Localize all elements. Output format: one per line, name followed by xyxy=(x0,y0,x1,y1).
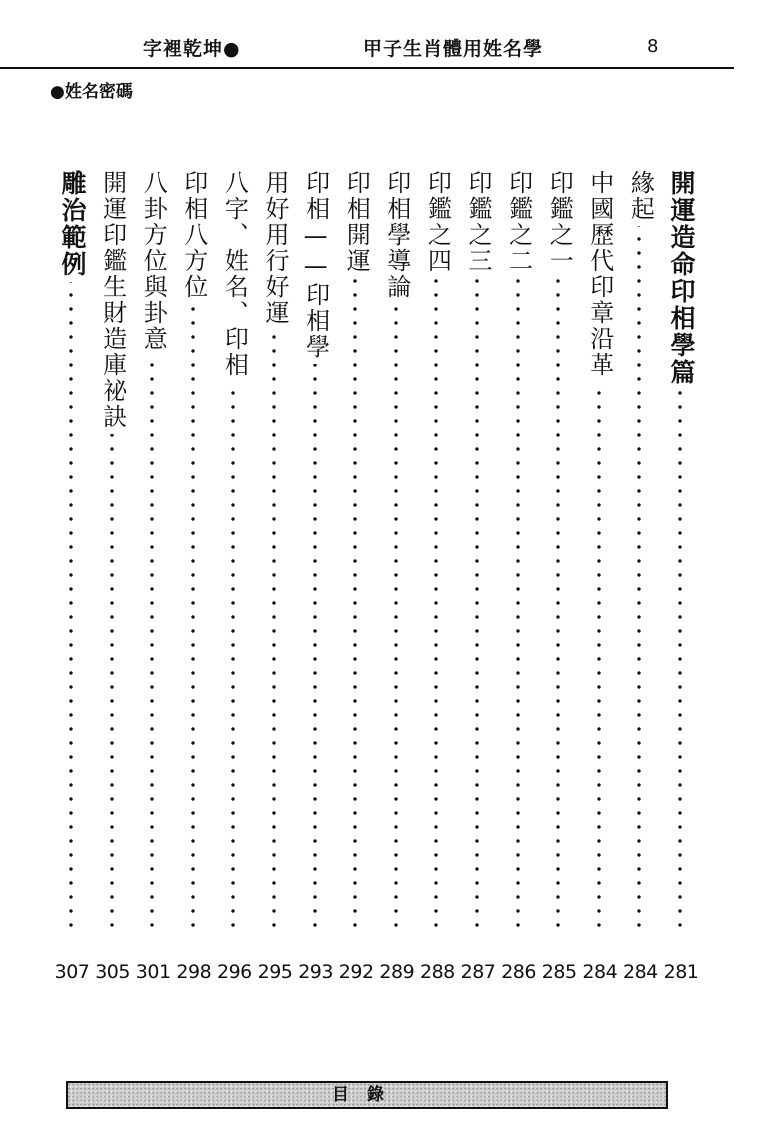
toc-entry xyxy=(93,170,133,990)
toc-entry-title: 雕治範例 xyxy=(58,170,87,278)
toc-entry xyxy=(417,170,457,990)
toc-entry-title: 印相開運 xyxy=(342,170,371,274)
toc-entry-title: 八字、姓名、印相 xyxy=(220,170,249,378)
toc-entry-page: 286 xyxy=(501,961,536,983)
toc-leader-dots xyxy=(272,330,276,932)
footer-banner xyxy=(66,1081,668,1109)
toc-entry-title: 緣起 xyxy=(626,170,655,222)
toc-entry-page: 284 xyxy=(623,961,658,983)
toc-entry xyxy=(458,170,498,990)
toc-entry-page: 281 xyxy=(663,961,699,983)
toc-entry-title: 開運印鑑生財造庫祕訣 xyxy=(98,170,127,430)
toc-entry xyxy=(499,170,539,990)
toc-leader-dots xyxy=(597,382,601,932)
toc-entry xyxy=(296,170,336,990)
toc-entry xyxy=(52,170,92,990)
toc-entry-page: 289 xyxy=(379,961,415,983)
toc-entry-page: 295 xyxy=(257,961,293,983)
toc-leader-dots xyxy=(313,364,317,932)
header-rule xyxy=(0,67,734,69)
toc-entry-title: 印相——印相學 xyxy=(301,170,330,360)
toc-entry xyxy=(580,170,620,990)
toc-entry xyxy=(336,170,376,990)
toc-entry-page: 287 xyxy=(460,961,496,983)
header-page-number: 8 xyxy=(647,36,659,57)
toc-entry xyxy=(620,170,660,990)
toc-leader-dots xyxy=(678,390,682,932)
toc-entry-title: 印相八方位 xyxy=(179,170,208,300)
toc-entry-page: 284 xyxy=(582,961,618,983)
toc-entry-title: 用好用行好運 xyxy=(261,170,289,326)
toc-leader-dots xyxy=(231,382,235,932)
toc-leader-dots xyxy=(637,226,641,932)
toc-entry-page: 305 xyxy=(95,961,130,983)
toc-entry xyxy=(377,170,417,990)
toc-entry xyxy=(539,170,579,990)
toc-entry-page: 285 xyxy=(541,961,577,983)
toc-entry xyxy=(255,170,295,990)
toc-entry xyxy=(174,170,214,990)
toc-entry xyxy=(133,170,173,990)
table-of-contents xyxy=(40,170,700,990)
toc-entry xyxy=(214,170,254,990)
toc-entry-page: 293 xyxy=(298,961,333,983)
toc-entry-page: 307 xyxy=(54,961,90,983)
toc-entry-page: 292 xyxy=(338,961,374,983)
toc-leader-dots xyxy=(191,304,195,932)
footer-label: 目錄 xyxy=(332,1085,402,1105)
toc-entry-page: 298 xyxy=(176,961,212,983)
toc-entry-title: 印鑑之二 xyxy=(504,170,533,274)
toc-leader-dots xyxy=(434,278,438,932)
toc-entry-title: 印相學導論 xyxy=(382,170,411,300)
header-book-title: 字裡乾坤● xyxy=(143,38,241,60)
toc-leader-dots xyxy=(110,434,114,932)
toc-leader-dots xyxy=(69,282,73,932)
toc-leader-dots xyxy=(150,356,154,932)
toc-leader-dots xyxy=(516,278,520,932)
header-series-title: 甲子生肖體用姓名學 xyxy=(363,38,544,60)
toc-entry-title: 八卦方位與卦意 xyxy=(139,170,168,352)
toc-entry-title: 中國歷代印章沿革 xyxy=(585,170,614,378)
toc-entry-title: 開運造命印相學篇 xyxy=(667,170,696,386)
toc-leader-dots xyxy=(394,304,398,932)
toc-entry-title: 印鑑之一 xyxy=(545,170,574,274)
toc-entry xyxy=(661,170,701,990)
toc-leader-dots xyxy=(475,278,479,932)
toc-entry-page: 301 xyxy=(135,961,171,983)
toc-entry-title: 印鑑之四 xyxy=(423,170,452,274)
chapter-subheading: ●姓名密碼 xyxy=(50,82,133,102)
toc-leader-dots xyxy=(353,278,357,932)
toc-entry-page: 296 xyxy=(217,961,252,983)
toc-leader-dots xyxy=(556,278,560,932)
toc-entry-page: 288 xyxy=(420,961,455,983)
page-header xyxy=(0,0,769,70)
toc-entry-title: 印鑑之三 xyxy=(464,170,492,274)
